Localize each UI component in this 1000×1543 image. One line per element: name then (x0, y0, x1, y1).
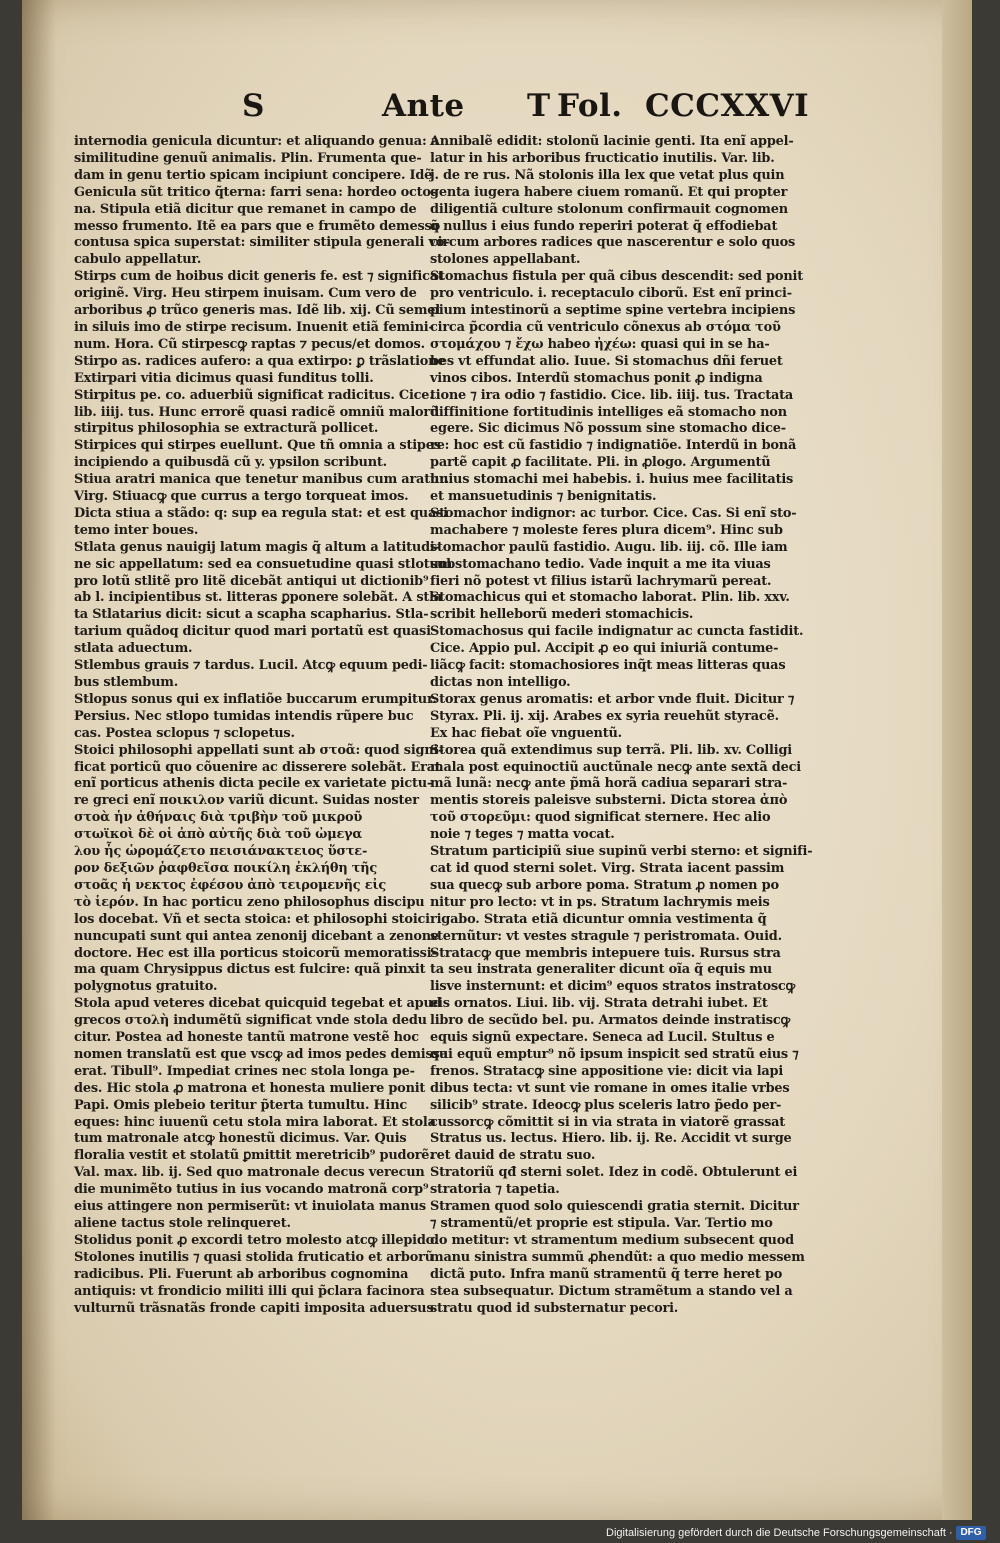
digitization-footer (600, 1524, 1000, 1543)
left-text-column: internodia genicula dicuntur: et aliquando genua: similitudine genuũ animalis. Plin. Frumenta que- dam in genu tertio spicam incipiunt concipere. Idẽ Genicula sũt tritico q̃terna: farri sena: hordeo octo- na. Stipula etiã dicitur que remanet in campo de messo frumento. Itẽ ea pars que e frumẽto demesso contusa spica superstat: similiter stipula generali cabulo appellatur. Stirps cum de hoibus dicit generis fe. est ⁊ significat originẽ. Virg. Heu stirpem inuisam. Cum vero de arboribus ꝓ trũco generis mas. Idẽ lib. xij. Cũ semel in siluis imo de stirpe recisum. Inuenit etiã femini- num. Hora. Cũ stirpescꝙ raptas ⁊ pecus/et domos. Stirpo as. radices aufero: a qua extirpo: ꝑ trãslatione Extirpari vitia dicimus quasi funditus tolli. Stirpitus pe. co. aduerbiũ significat radicitus. Cice. lib. iiij. tus. Hunc errorẽ quasi radicẽ omniũ malorũ stirpitus philosophia se extracturã pollicet. Stirpices qui stirpes euellunt. Que tñ omnia a stipes incipiendo a quibusdã cũ y. ypsilon scribunt. Stiua aratri manica que tenetur manibus cum aratur. Virg. Stiuacꝙ que currus a tergo torqueat imos. Dicta stiua a stãdo: q: sup ea regula stat: et est temo inter boues. Stlata genus nauigij latum magis q̃ altum a latitudi- ne sic appellatum: sed ea consuetudine quasi stlotum pro lotũ stlitẽ pro litẽ dicebãt antiqui ut dictionib⁹ ab l. incipientibus st. litteras ꝑponere solebãt. A ta Stlatarius dicit: sicut a scapha scapharius. Stla- tarium quãdoq dicitur quod mari portatũ est quasi stlata aduectum. Stlembus grauis ⁊ tardus. Lucil. Atcꝙ equum pedi- bus stlembum. Stlopus sonus qui ex inflatiõe buccarum erumpitur. Persius. Nec stlopo tumidas intendis rũpere buc cas. Postea sclopus ⁊ sclopetus. Stoici philosophi appellati sunt ab στοᾶ: quod signi- ficat porticũ quo cõuenire ac disserere solebãt. Erat enĩ porticus athenis dicta pecile ex varietate pictu- re greci enĩ ποικιλον variũ dicunt. Suidas noster στοὰ ἡν ἀθήναις διὰ τριβὴν τοῦ μικροῦ στωϊκοὶ δὲ οἱ ἀπὸ αὐτῆς διὰ τοῦ ὠμεγα λου ἧς ὡρομάζετο πεισιάνακτειος ὕστε- ρον δεξιῶν ῥαφθεῖσα ποικίλη ἐκλήθη τῆς στοᾶς ἡ νεκτος ἐφέσου ἀπὸ τειρομενῆς εἰς τὸ ἱερόν. In hac porticu zeno philosophus discipu los docebat. Vñ et secta stoica: et philosophi stoici nuncupati sunt qui antea zenonij dicebant a zenone doctore. Hec est illa porticus stoicorũ memoratissi- ma quam Chrysippus dictus est fulcire: quã pinxit polygnotus gratuito. Stola apud veteres dicebat quicquid tegebat et apud grecos στολὴ indumẽtũ significat vnde stola dedu citur. Postea ad honeste tantũ matrone vestẽ hoc nomen translatũ est que vscꝙ ad imos pedes demissa erat. Tibull⁹. Impediat crines nec stola longa pe- des. Hic stola ꝓ matrona et honesta muliere ponit Papi. Omis plebeio teritur p̃terta tumultu. Hinc eques: hinc iuuenũ cetu stola mira laborat. Et stola tum matronale atcꝙ honestũ dicimus. Var. Quis floralia vestit et stolatũ ꝑmittit meretricib⁹ pudorẽ. Val. max. lib. ij. Sed quo matronale decus verecun die munimẽto tutius in ius vocando matronã corp⁹ eius attingere non permiserũt: vt inuiolata manus aliene tactus stole relinqueret. Stolidus ponit ꝓ excordi tetro molesto atcꝙ illepido. Stolones inutilis ⁊ quasi stolida fruticatio et arborũ radicibus. Pli. Fuerunt ab arboribus cognomina antiquis: vt frondicio militi illi qui p̃clara facinora vulturnũ trãsnatãs fronde capiti imposita aduersus (74, 134, 453, 1316)
running-header (242, 88, 810, 134)
header-folio-label: Fol. (557, 88, 623, 124)
dfg-logo: DFG (956, 1526, 986, 1540)
right-text-column: Annibalẽ edidit: stolonũ lacinie genti. Ita enĩ appel- latur in his arboribus fructicatio inutilis. Var. lib. j. de re rus. Nã stolonis illa lex que vetat plus quin genta iugera habere ciuem romanũ. Et qui propter diligentiã culture stolonum confirmauit cognomen q̃ nullus i eius fundo reperiri poterat q̃ effodiebat circum arbores radices que nascerentur e solo quos stolones appellabant. Stomachus fistula per quã cibus descendit: sed ponit pro ventriculo. i. receptaculo ciborũ. Est enĩ princi- pium intestinorũ a septime spine vertebra incipiens circa p̃cordia cũ ventriculo cõnexus ab στόμα τοῦ στομάχου ⁊ ἔχω habeo ἠχέω: quasi qui in se ha- bes vt effundat alio. Iuue. Si stomachus dñi feruet vinos cibos. Interdũ stomachus ponit ꝓ indigna tione ⁊ ira odio ⁊ fastidio. Cice. lib. iiij. tus. Tractata diffinitione fortitudinis intelliges eã stomacho non egere. Sic dicimus Nõ possum sine stomacho dice- re: hoc est cũ fastidio ⁊ indignatiõe. Interdũ in bonã partẽ capit ꝓ facilitate. Pli. in ꝓlogo. Argumentũ huius stomachi mei habebis. i. huius mee facilitatis et mansuetudinis ⁊ benignitatis. Stomachor indignor: ac turbor. Cice. Cas. Si enĩ sto- machabere ⁊ moleste feres plura dicem⁹. Hinc sub stomachor paulũ fastidio. Augu. lib. iij. cõ. Ille iam substomachano tedio. Vade inquit a me ita viuas fieri nõ potest vt filius istarũ lachrymarũ pereat. Stomachicus qui et stomacho laborat. Plin. lib. xxv. scribit helleborũ mederi stomachicis. Stomachosus qui facile indignatur ac cuncta fastidit. Cice. Appio pul. Accipit ꝓ eo qui iniuriã contume- liãcꝙ facit: stomachosiores inq̃t meas litteras quas dictas non intelligo. Storax genus aromatis: et arbor vnde fluit. Dicitur ⁊ Styrax. Pli. ij. xij. Arabes ex syria reuehũt styracẽ. Ex hac fiebat oĩe vnguentũ. Storea quã extendimus sup terrã. Pli. lib. xv. Colligi mala post equinoctiũ auctũnale necꝙ ante sextã deci mã lunã: necꝙ ante p̃mã horã cadiua separari stra- mentis storeis paleisve substerni. Dicta storea ἀπὸ τοῦ στορεῦμι: quod significat sternere. Hec alio noie ⁊ teges ⁊ matta vocat. Stratum participiũ siue supinũ verbi sterno: et signifi- cat id quod sterni solet. Virg. Strata iacent passim sua quecꝙ sub arbore poma. Stratum ꝓ nomen po nitur pro lecto: vt in ps. Stratum lachrymis meis rigabo. Strata etiã dicuntur omnia vestimenta q̃ sternũtur: vt vestes stragule ⁊ peristromata. Ouid. Stratacꝙ que membris intepuere tuis. Rursus stra ta seu instrata generaliter dicunt oĩa q̃ equis mu lisve insternunt: et dicim⁹ equos stratos instratoscꝙ eis ornatos. Liui. lib. vij. Strata detrahi iubet. Et libro de secũdo bel. pu. Armatos deinde instratiscꝙ equis signũ expectare. Seneca ad Lucil. Stultus e qui equũ emptur⁹ nõ ipsum inspicit sed stratũ eius ⁊ frenos. Stratacꝙ sine appositione vie: dicit via lapi dibus tecta: vt sunt vie romane in omes italie vrbes silicib⁹ strate. Ideocꝙ plus sceleris latro p̃edo per- cussorcꝙ cõmittit si in via strata in viatorẽ grassat Stratus us. lectus. Hiero. lib. ij. Re. Accidit vt surge ret dauid de stratu suo. Stratoriũ qđ sterni solet. Idez in codẽ. Obtulerunt ei stratoria ⁊ tapetia. Stramen quod solo quiescendi gratia sternit. Dicitur ⁊ stramentũ/et proprie est stipula. Var. Tertio mo do metitur: vt stramentum medium subsecent quod manu sinistra summũ ꝓhendũt: a quo medio messem dictã puto. Infra manũ stramentũ q̃ terre heret po stea subsequatur. Dictum stramẽtum a stando vel a stratu quod id substernatur pecori. (430, 134, 813, 1316)
page-edge (942, 0, 972, 1520)
header-signature-right: T (527, 88, 551, 124)
footer-credit-text: Digitalisierung gefördert durch die Deutsche Forschungsgemeinschaft · (606, 1527, 953, 1539)
header-word: Ante (382, 88, 465, 124)
header-signature-left: S (242, 88, 265, 124)
header-folio-number: CCCXXVI (645, 88, 810, 124)
